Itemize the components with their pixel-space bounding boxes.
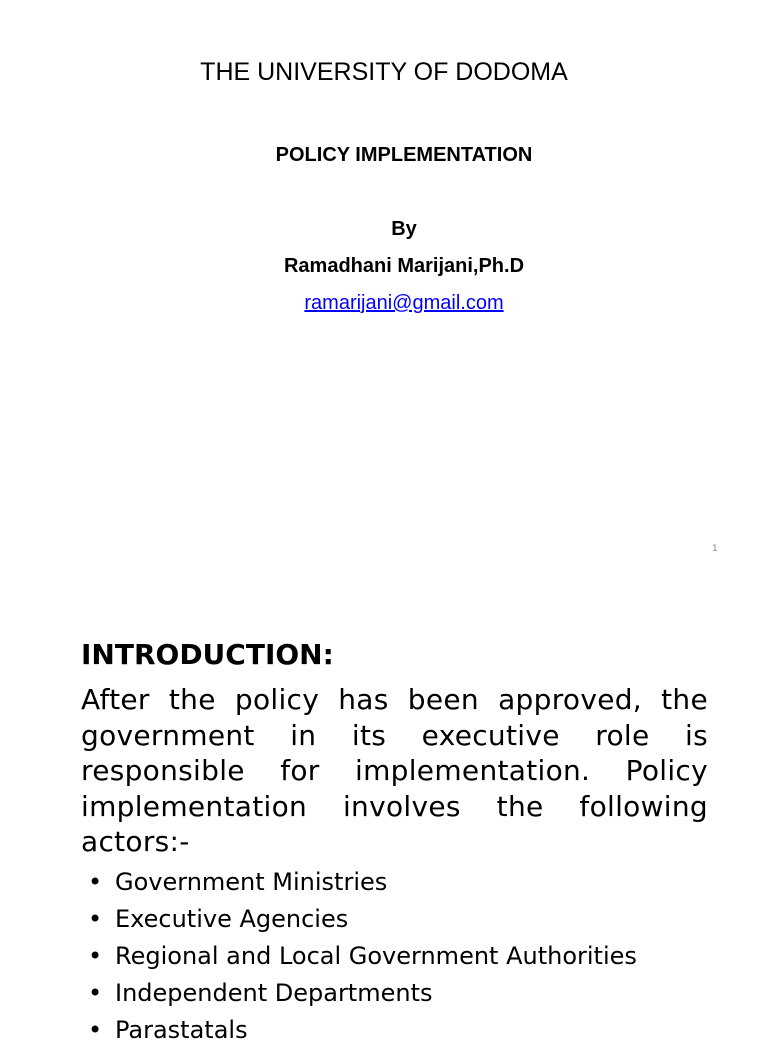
section-heading: INTRODUCTION: bbox=[81, 638, 334, 671]
bullet-icon: • bbox=[88, 905, 103, 933]
actors-list bbox=[88, 865, 637, 1050]
university-name: THE UNIVERSITY OF DODOMA bbox=[200, 58, 568, 86]
list-item-label: Parastatals bbox=[115, 1016, 248, 1044]
author-email bbox=[20, 292, 768, 315]
bullet-icon: • bbox=[88, 942, 103, 970]
bullet-icon: • bbox=[88, 1016, 103, 1044]
list-item bbox=[88, 1013, 637, 1050]
list-item bbox=[88, 976, 637, 1013]
bullet-icon: • bbox=[88, 979, 103, 1007]
intro-paragraph: After the policy has been approved, the government in its executive role is responsible for implementation. Policy implementation involves the following actors:- bbox=[81, 683, 708, 858]
list-item bbox=[88, 865, 637, 902]
list-item bbox=[88, 939, 637, 976]
slide-number: 1 bbox=[712, 544, 718, 554]
list-item-label: Executive Agencies bbox=[115, 905, 349, 933]
list-item-label: Regional and Local Government Authorities bbox=[115, 942, 637, 970]
author-name: Ramadhani Marijani,Ph.D bbox=[283, 255, 525, 277]
list-item-label: Government Ministries bbox=[115, 868, 388, 896]
email-link[interactable]: ramarijani@gmail.com bbox=[304, 292, 504, 314]
presentation-title: POLICY IMPLEMENTATION bbox=[275, 144, 533, 166]
by-label: By bbox=[391, 218, 417, 240]
list-item-label: Independent Departments bbox=[115, 979, 433, 1007]
list-item bbox=[88, 902, 637, 939]
bullet-icon: • bbox=[88, 868, 103, 896]
